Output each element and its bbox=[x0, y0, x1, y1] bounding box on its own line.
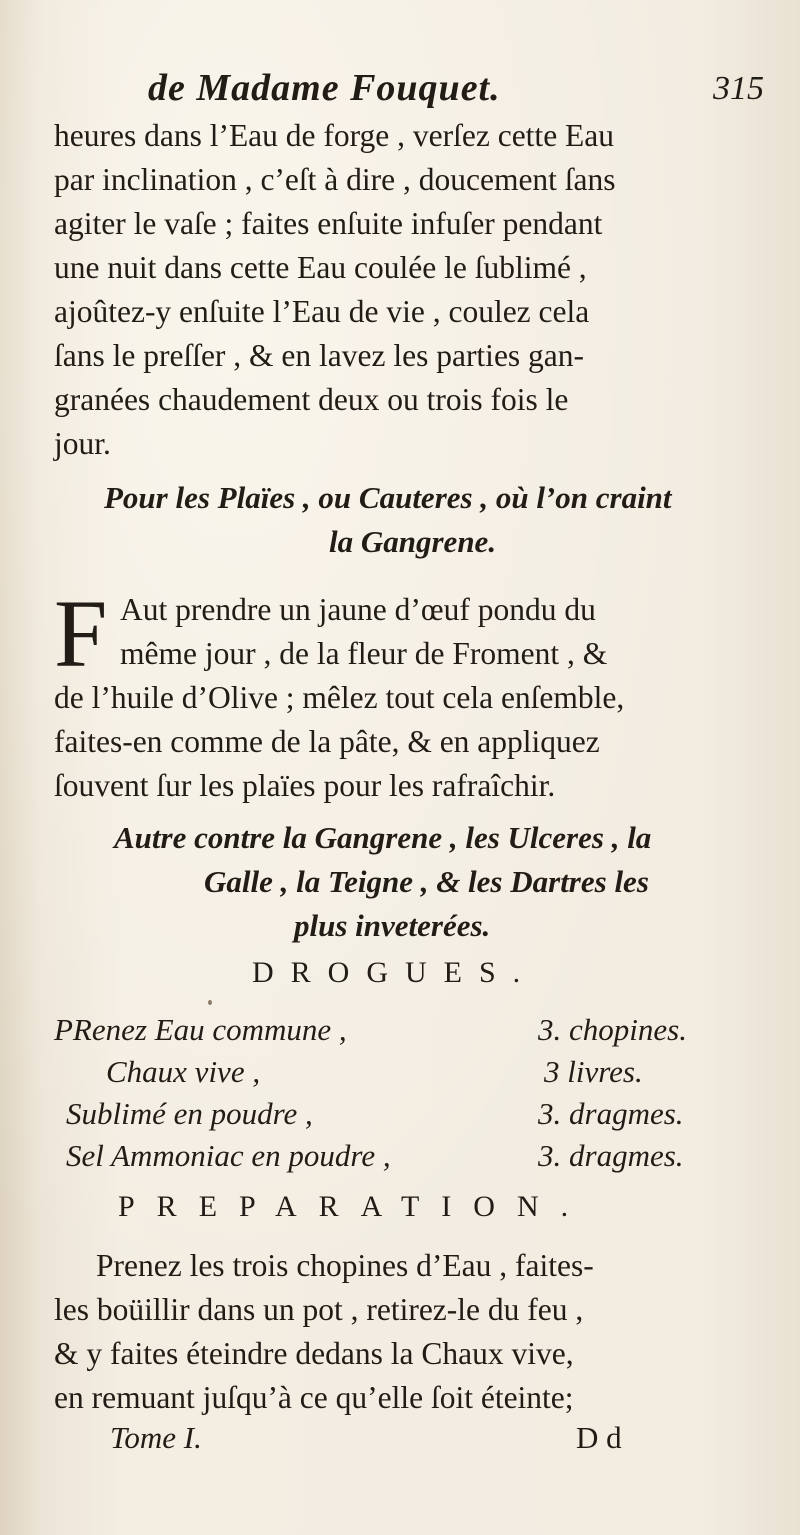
text-line: jour. bbox=[54, 426, 111, 461]
text-line: les boüillir dans un pot , retirez-le du feu , bbox=[54, 1292, 584, 1327]
heading-line: Autre contre la Gangrene , les Ulceres , la bbox=[114, 820, 652, 855]
text-line: granées chaudement deux ou trois fois le bbox=[54, 382, 569, 417]
ingredient-name: Chaux vive , bbox=[106, 1054, 261, 1089]
ingredient-name: Sel Ammoniac en poudre , bbox=[66, 1138, 391, 1173]
text-line: heures dans l’Eau de forge , verſez cette Eau bbox=[54, 118, 615, 153]
heading-line: plus inveterées. bbox=[294, 908, 491, 943]
ingredient-name: PRenez Eau commune , bbox=[54, 1012, 347, 1047]
text-line: en remuant juſqu’à ce qu’elle ſoit éteinte; bbox=[54, 1380, 574, 1415]
ingredient-quantity: 3. dragmes. bbox=[538, 1096, 684, 1131]
text-line: & y faites éteindre dedans la Chaux vive, bbox=[54, 1336, 574, 1371]
ingredient-quantity: 3. dragmes. bbox=[538, 1138, 684, 1173]
preparation-heading: PREPARATION. bbox=[118, 1190, 591, 1223]
ink-speck bbox=[208, 1000, 212, 1005]
text-line: ſouvent ſur les plaïes pour les rafraîchir. bbox=[54, 768, 556, 803]
signature-mark: D d bbox=[576, 1420, 622, 1455]
ingredient-quantity: 3. chopines. bbox=[538, 1012, 687, 1047]
text-line: de l’huile d’Olive ; mêlez tout cela enſemble, bbox=[54, 680, 625, 715]
text-line: une nuit dans cette Eau coulée le ſublimé , bbox=[54, 250, 587, 285]
text-line: ſans le preſſer , & en lavez les parties gan- bbox=[54, 338, 585, 373]
page-header bbox=[54, 66, 774, 118]
text-line: Aut prendre un jaune d’œuf pondu du bbox=[120, 592, 596, 627]
ingredient-quantity: 3 livres. bbox=[544, 1054, 643, 1089]
running-title: de Madame Fouquet. bbox=[148, 67, 501, 109]
text-line: faites-en comme de la pâte, & en appliquez bbox=[54, 724, 600, 759]
ingredient-name: Sublimé en poudre , bbox=[66, 1096, 313, 1131]
drogues-heading: DROGUES. bbox=[252, 956, 538, 989]
text-line: par inclination , c’eſt à dire , doucement ſans bbox=[54, 162, 616, 197]
text-line: Prenez les trois chopines d’Eau , faites- bbox=[96, 1248, 594, 1283]
drop-cap: F bbox=[54, 580, 108, 687]
page-number: 315 bbox=[713, 70, 764, 107]
text-line: ajoûtez-y enſuite l’Eau de vie , coulez cela bbox=[54, 294, 590, 329]
heading-line: Galle , la Teigne , & les Dartres les bbox=[204, 864, 649, 899]
volume-label: Tome I. bbox=[110, 1420, 202, 1455]
heading-line: Pour les Plaïes , ou Cauteres , où l’on craint bbox=[104, 480, 672, 515]
text-line: même jour , de la fleur de Froment , & bbox=[120, 636, 608, 671]
text-line: agiter le vaſe ; faites enſuite infuſer pendant bbox=[54, 206, 603, 241]
heading-line: la Gangrene. bbox=[329, 524, 497, 559]
